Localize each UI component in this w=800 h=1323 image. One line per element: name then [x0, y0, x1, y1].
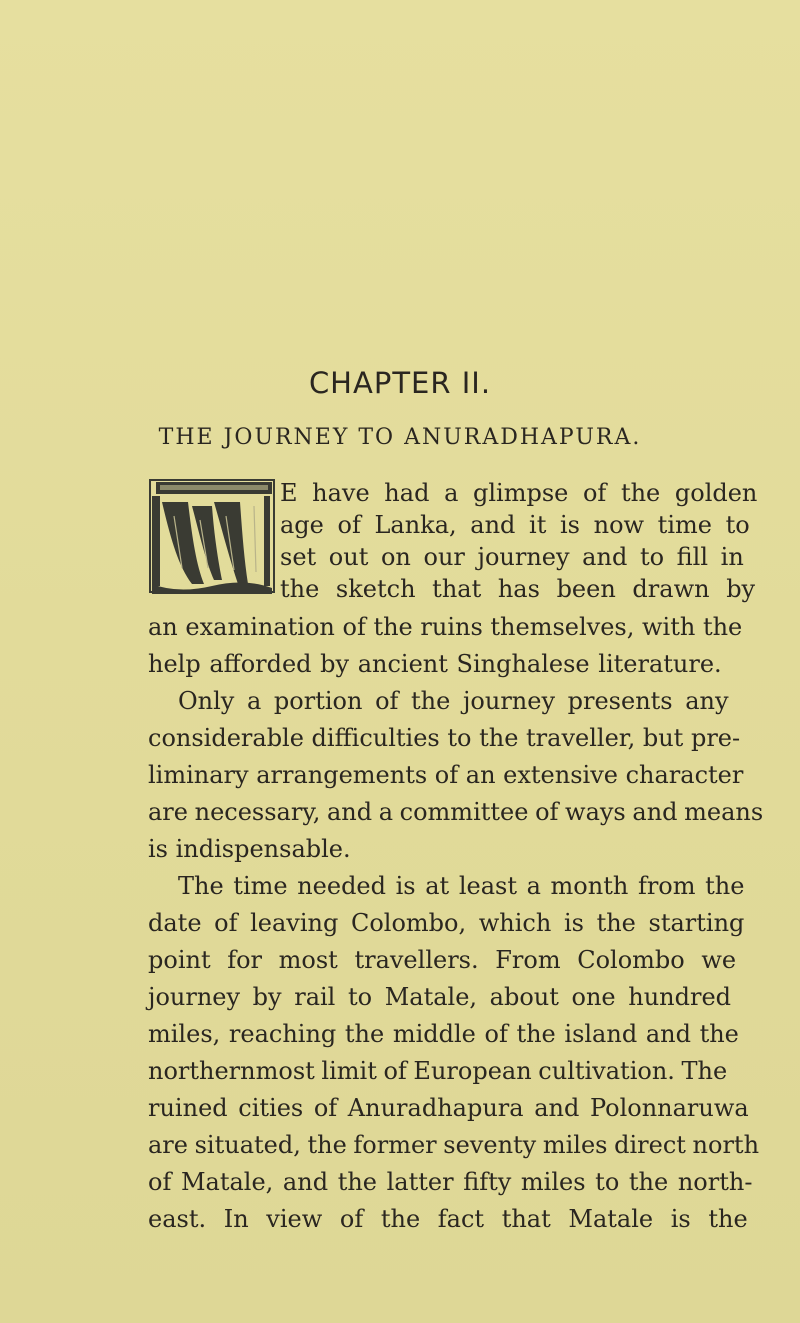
text-line: Only a portion of the journey presents any [178, 687, 729, 715]
text-line: of Matale, and the latter fifty miles to the north- [148, 1168, 753, 1196]
text-line: journey by rail to Matale, about one hundred [148, 983, 732, 1011]
text-line: the sketch that has been drawn by [280, 575, 756, 603]
text-line: The time needed is at least a month from the [178, 872, 745, 900]
text-line: are situated, the former seventy miles direct north [148, 1131, 760, 1159]
text-line: point for most travellers. From Colombo we [148, 946, 737, 974]
text-line: considerable difficulties to the traveller, but pre- [148, 724, 741, 752]
text-line: set out on our journey and to fill in [280, 543, 744, 571]
text-line: east. In view of the fact that Matale is the [148, 1205, 748, 1233]
chapter-title: THE JOURNEY TO ANURADHAPURA. [158, 425, 642, 450]
text-line: miles, reaching the middle of the island and the [148, 1020, 739, 1048]
text-line: age of Lanka, and it is now time to [280, 511, 750, 539]
text-line: is indispensable. [148, 835, 351, 863]
text-line: an examination of the ruins themselves, with the [148, 613, 743, 641]
text-line: liminary arrangements of an extensive character [148, 761, 744, 789]
text-line: date of leaving Colombo, which is the starting [148, 909, 745, 937]
text-line: E have had a glimpse of the golden [280, 479, 758, 507]
text-line: help afforded by ancient Singhalese literature. [148, 650, 722, 678]
text-line: ruined cities of Anuradhapura and Polonnaruwa [148, 1094, 749, 1122]
chapter-heading: CHAPTER II. [308, 366, 492, 400]
text-line: northernmost limit of European cultivation. The [148, 1057, 728, 1085]
text-line: are necessary, and a committee of ways and means [148, 798, 764, 826]
drop-cap-w-icon [148, 476, 276, 598]
